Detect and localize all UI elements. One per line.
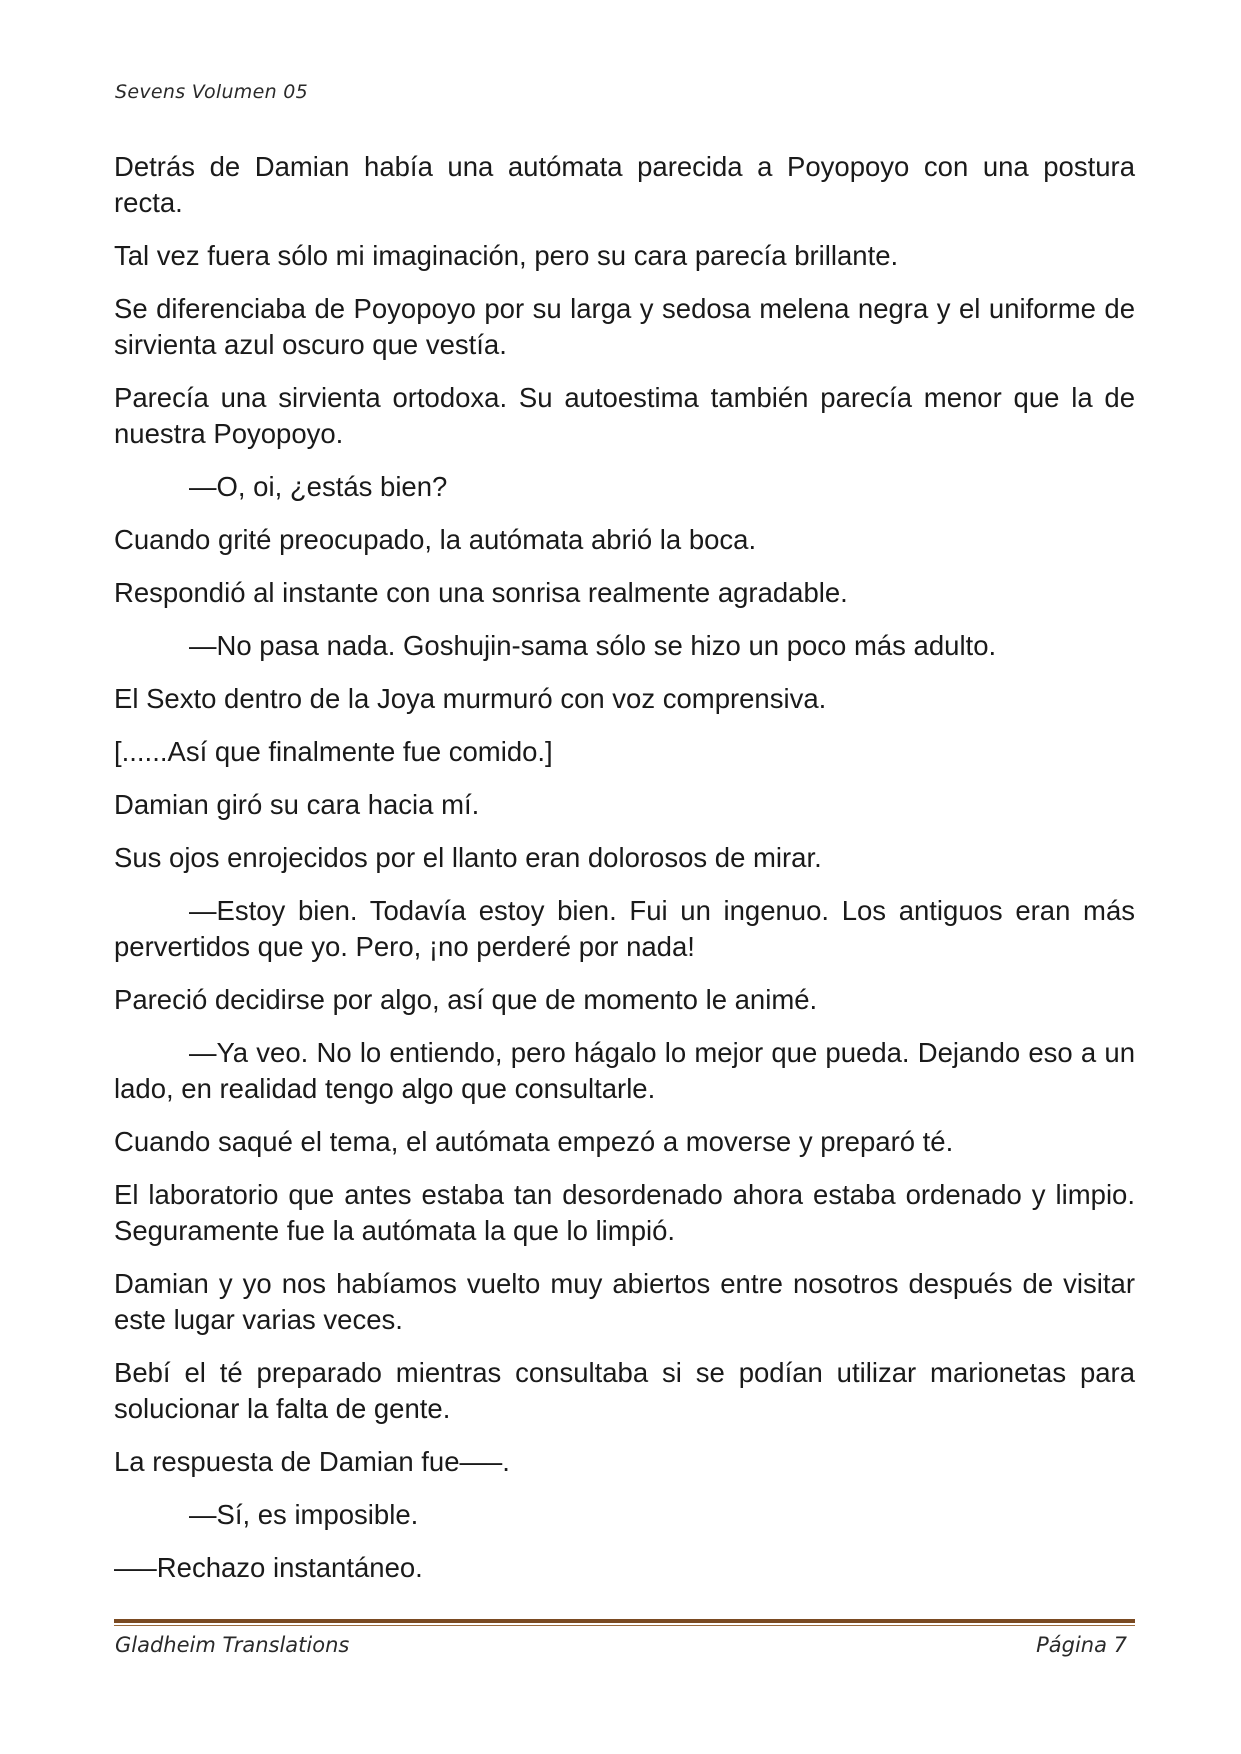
footer-page-number: Página 7: [1036, 1633, 1127, 1657]
paragraph: Damian y yo nos habíamos vuelto muy abiertos entre nosotros después de visitar este lugar varias veces.: [114, 1268, 1135, 1335]
paragraph: Cuando grité preocupado, la autómata abrió la boca.: [114, 524, 757, 555]
paragraph: Tal vez fuera sólo mi imaginación, pero su cara parecía brillante.: [114, 240, 899, 271]
paragraph: El Sexto dentro de la Joya murmuró con voz comprensiva.: [114, 683, 827, 714]
paragraph: Bebí el té preparado mientras consultaba si se podían utilizar marionetas para solucionar la falta de gente.: [114, 1357, 1135, 1424]
page-body: [114, 149, 1135, 1603]
paragraph: Se diferenciaba de Poyopoyo por su larga y sedosa melena negra y el uniforme de sirvienta azul oscuro que vestía.: [114, 293, 1135, 360]
footer-publisher: Gladheim Translations: [115, 1633, 350, 1657]
dialogue-line: —Sí, es imposible.: [189, 1499, 419, 1530]
paragraph: La respuesta de Damian fue—–.: [114, 1446, 510, 1477]
dialogue-line: —Ya veo. No lo entiendo, pero hágalo lo mejor que pueda. Dejando eso a un lado, en realidad tengo algo que consultarle.: [114, 1037, 1135, 1104]
footer-rule: [114, 1619, 1135, 1626]
paragraph: El laboratorio que antes estaba tan desordenado ahora estaba ordenado y limpio. Seguramente fue la autómata la que lo limpió.: [114, 1179, 1135, 1246]
running-header-title: Sevens Volumen 05: [115, 81, 309, 103]
dialogue-line: —Estoy bien. Todavía estoy bien. Fui un ingenuo. Los antiguos eran más pervertidos que yo. Pero, ¡no perderé por nada!: [114, 895, 1135, 962]
paragraph: Detrás de Damian había una autómata parecida a Poyopoyo con una postura recta.: [114, 151, 1135, 218]
paragraph: [......Así que finalmente fue comido.]: [114, 736, 553, 767]
paragraph: Damian giró su cara hacia mí.: [114, 789, 480, 820]
footer-rule-thin-line: [114, 1625, 1135, 1626]
paragraph: Sus ojos enrojecidos por el llanto eran dolorosos de mirar.: [114, 842, 822, 873]
paragraph: Respondió al instante con una sonrisa realmente agradable.: [114, 577, 848, 608]
paragraph: Pareció decidirse por algo, así que de momento le animé.: [114, 984, 818, 1015]
paragraph: Cuando saqué el tema, el autómata empezó a moverse y preparó té.: [114, 1126, 954, 1157]
dialogue-line: —O, oi, ¿estás bien?: [189, 471, 448, 502]
paragraph: Parecía una sirvienta ortodoxa. Su autoestima también parecía menor que la de nuestra Poyopoyo.: [114, 382, 1135, 449]
paragraph: —–Rechazo instantáneo.: [114, 1552, 423, 1583]
footer-rule-thick-line: [114, 1619, 1135, 1623]
dialogue-line: —No pasa nada. Goshujin-sama sólo se hizo un poco más adulto.: [189, 630, 997, 661]
